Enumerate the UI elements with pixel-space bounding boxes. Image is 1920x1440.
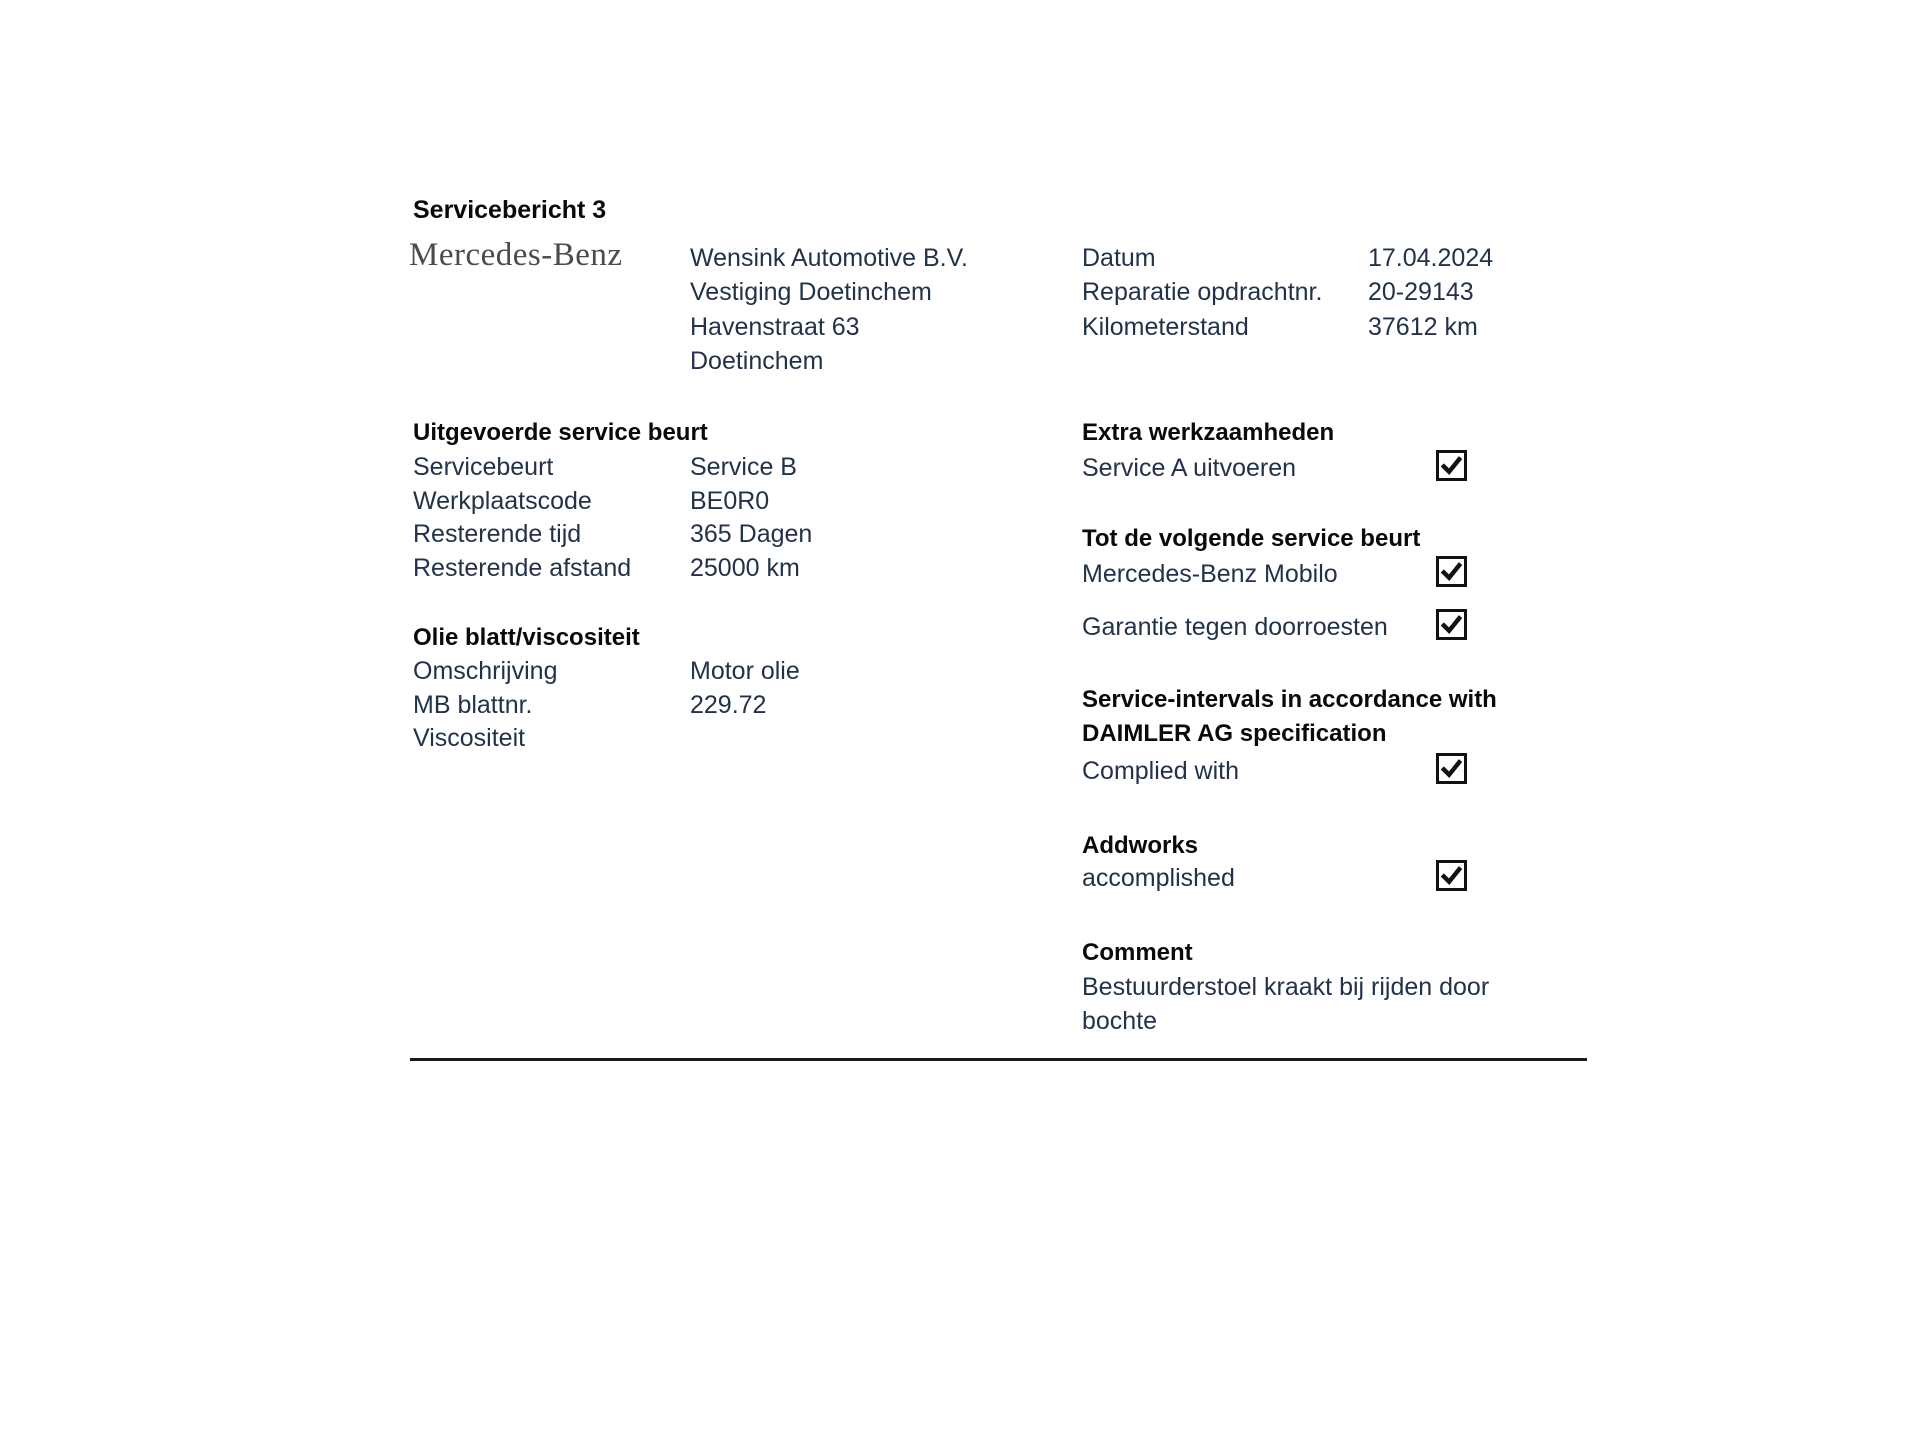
row-value-werkplaatscode: BE0R0 bbox=[690, 486, 770, 515]
checkbox-row bbox=[1082, 451, 1334, 485]
table-row bbox=[413, 518, 812, 552]
row-value-mb-blattnr: 229.72 bbox=[690, 690, 767, 719]
checkbox-row bbox=[1082, 610, 1420, 644]
row-label-werkplaatscode: Werkplaatscode bbox=[413, 486, 592, 515]
checkbox-label-garantie-tegen-doorroesten: Garantie tegen doorroesten bbox=[1082, 613, 1388, 641]
section-service-intervals bbox=[1082, 683, 1497, 788]
checkbox-complied-with[interactable] bbox=[1436, 753, 1467, 784]
row-value-resterende-afstand: 25000 km bbox=[690, 553, 800, 582]
checkmark-icon bbox=[1440, 560, 1463, 583]
checkbox-row bbox=[1082, 754, 1497, 788]
comment-line: bochte bbox=[1082, 1006, 1158, 1035]
table-row bbox=[413, 655, 800, 689]
field-value-datum: 17.04.2024 bbox=[1368, 244, 1494, 272]
dealer-city: Doetinchem bbox=[690, 346, 824, 375]
field-value-reparatie-opdrachtnr: 20-29143 bbox=[1368, 278, 1474, 307]
section-heading-line1: Service-intervals in accordance with bbox=[1082, 686, 1497, 713]
checkbox-row bbox=[1082, 557, 1420, 591]
section-uitgevoerde-service-beurt bbox=[413, 415, 812, 585]
header-field-row bbox=[1082, 310, 1493, 344]
checkmark-icon bbox=[1440, 454, 1463, 477]
horizontal-divider bbox=[410, 1058, 1587, 1061]
section-heading: Extra werkzaamheden bbox=[1082, 419, 1335, 446]
field-value-kilometerstand: 37612 km bbox=[1368, 312, 1478, 341]
mercedes-benz-wordmark: Mercedes-Benz bbox=[409, 237, 623, 273]
checkbox-label-accomplished: accomplished bbox=[1082, 864, 1235, 892]
row-label-omschrijving: Omschrijving bbox=[413, 657, 558, 685]
row-label-servicebeurt: Servicebeurt bbox=[413, 453, 554, 481]
row-value-servicebeurt: Service B bbox=[690, 453, 797, 481]
row-label-viscositeit: Viscositeit bbox=[413, 724, 526, 752]
table-row bbox=[413, 485, 812, 519]
section-heading: Tot de volgende service beurt bbox=[1082, 525, 1421, 552]
row-label-resterende-afstand: Resterende afstand bbox=[413, 553, 632, 582]
checkbox-accomplished[interactable] bbox=[1436, 860, 1467, 891]
field-label-reparatie-opdrachtnr: Reparatie opdrachtnr. bbox=[1082, 278, 1323, 307]
header-fields bbox=[1082, 241, 1493, 344]
section-heading: Uitgevoerde service beurt bbox=[413, 419, 708, 446]
checkmark-icon bbox=[1440, 864, 1463, 887]
page-title: Servicebericht 3 bbox=[413, 196, 607, 224]
table-row bbox=[413, 451, 812, 485]
section-comment bbox=[1082, 935, 1489, 1038]
checkmark-icon bbox=[1440, 757, 1463, 780]
row-label-resterende-tijd: Resterende tijd bbox=[413, 520, 582, 548]
checkbox-mercedes-benz-mobilo[interactable] bbox=[1436, 556, 1467, 587]
header-field-row bbox=[1082, 241, 1493, 275]
checkbox-garantie-tegen-doorroesten[interactable] bbox=[1436, 609, 1467, 640]
section-heading: Comment bbox=[1082, 939, 1193, 966]
checkbox-label-complied-with: Complied with bbox=[1082, 757, 1240, 785]
row-value-omschrijving: Motor olie bbox=[690, 657, 800, 685]
checkbox-label-service-a-uitvoeren: Service A uitvoeren bbox=[1082, 454, 1297, 482]
section-extra-werkzaamheden bbox=[1082, 415, 1334, 485]
row-label-mb-blattnr: MB blattnr. bbox=[413, 690, 533, 719]
comment-line: Bestuurderstoel kraakt bij rijden door bbox=[1082, 973, 1490, 1001]
checkbox-row bbox=[1082, 861, 1235, 895]
checkbox-label-mercedes-benz-mobilo: Mercedes-Benz Mobilo bbox=[1082, 560, 1338, 588]
table-row bbox=[413, 552, 812, 586]
table-row bbox=[413, 722, 800, 756]
header-field-row bbox=[1082, 275, 1493, 309]
section-heading: Addworks bbox=[1082, 832, 1199, 859]
checkmark-icon bbox=[1440, 613, 1463, 636]
field-label-kilometerstand: Kilometerstand bbox=[1082, 312, 1249, 341]
dealer-branch: Vestiging Doetinchem bbox=[690, 278, 932, 307]
checkbox-service-a-uitvoeren[interactable] bbox=[1436, 450, 1467, 481]
section-heading: Olie blatt/viscositeit bbox=[413, 624, 640, 651]
row-value-resterende-tijd: 365 Dagen bbox=[690, 520, 813, 548]
section-olie-blatt-viscositeit bbox=[413, 621, 800, 756]
field-label-datum: Datum bbox=[1082, 244, 1156, 272]
table-row bbox=[413, 689, 800, 723]
section-tot-de-volgende-service-beurt bbox=[1082, 521, 1420, 644]
dealer-address-block bbox=[690, 241, 968, 378]
section-heading-line2: DAIMLER AG specification bbox=[1082, 719, 1387, 747]
comment-text bbox=[1082, 971, 1489, 1038]
dealer-street: Havenstraat 63 bbox=[690, 312, 860, 341]
dealer-name: Wensink Automotive B.V. bbox=[690, 244, 968, 272]
section-addworks bbox=[1082, 830, 1235, 895]
